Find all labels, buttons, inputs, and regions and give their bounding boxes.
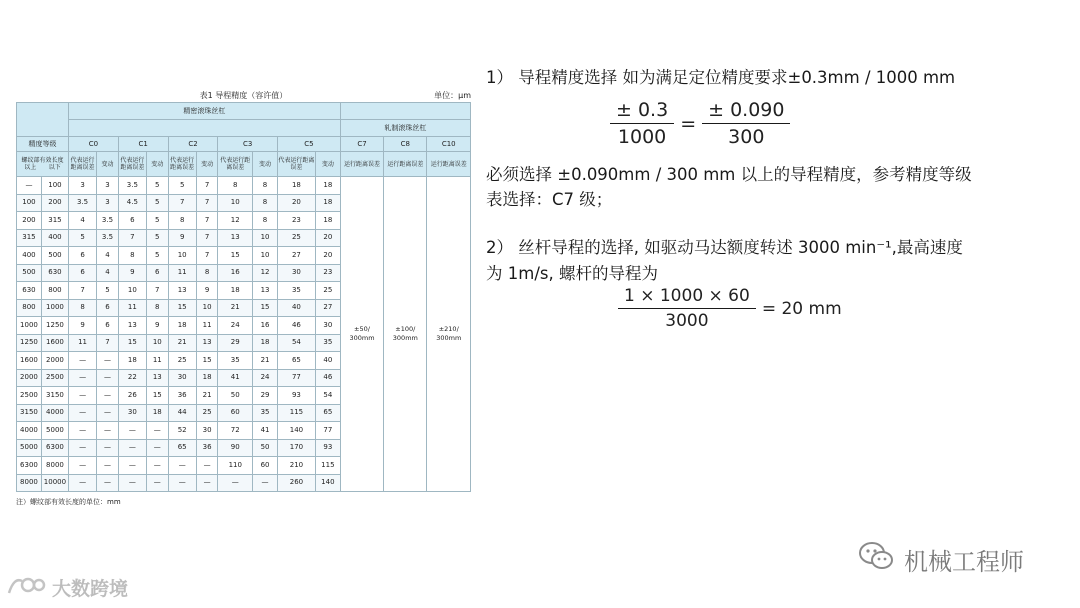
tolerance-cell: 10 [253, 229, 278, 247]
length-below-cell: 2000 [41, 352, 68, 370]
tolerance-cell: 30 [196, 422, 218, 440]
header-travel-error: 运行距离误差 [427, 152, 471, 177]
tolerance-cell: 24 [218, 317, 253, 335]
header-variation: 变动 [146, 152, 168, 177]
tolerance-cell: 10 [218, 194, 253, 212]
length-above-cell: 500 [17, 264, 42, 282]
tolerance-cell: 21 [253, 352, 278, 370]
grade-c10-tolerance: ±210/ 300mm [427, 177, 471, 492]
tolerance-cell: 6 [118, 212, 146, 230]
length-below-cell: 100 [41, 177, 68, 195]
header-rolled-ballscrew: 轧制滚珠丝杠 [340, 120, 470, 137]
header-length-label: 螺纹部有效长度 [21, 157, 64, 164]
tolerance-cell: 26 [118, 387, 146, 405]
tolerance-cell: 35 [315, 334, 340, 352]
length-below-cell: 630 [41, 264, 68, 282]
tolerance-cell: 8 [253, 212, 278, 230]
tolerance-cell: 29 [253, 387, 278, 405]
tolerance-cell: 72 [218, 422, 253, 440]
tolerance-cell: 4 [97, 247, 119, 265]
length-above-cell: 1000 [17, 317, 42, 335]
length-below-cell: 8000 [41, 457, 68, 475]
tolerance-cell: — [146, 422, 168, 440]
tolerance-cell: — [146, 457, 168, 475]
equation-1 [610, 99, 790, 148]
length-below-cell: 1250 [41, 317, 68, 335]
tolerance-cell: 30 [168, 369, 196, 387]
tolerance-cell: — [68, 369, 96, 387]
header-variation: 变动 [253, 152, 278, 177]
tolerance-cell: — [168, 457, 196, 475]
tolerance-cell: — [68, 422, 96, 440]
header-grade-label: 精度等级 [17, 137, 69, 152]
tolerance-cell: 25 [277, 229, 315, 247]
tolerance-cell: 10 [146, 334, 168, 352]
tolerance-cell: 24 [253, 369, 278, 387]
tolerance-cell: 15 [196, 352, 218, 370]
tolerance-cell: 65 [277, 352, 315, 370]
brand-logo-icon [6, 573, 46, 602]
length-above-cell: 800 [17, 299, 42, 317]
tolerance-cell: 4 [68, 212, 96, 230]
tolerance-cell: — [118, 457, 146, 475]
tolerance-cell: 15 [118, 334, 146, 352]
paragraph-1-line-2: 表选择：C7 级； [486, 190, 613, 209]
tolerance-cell: 21 [168, 334, 196, 352]
header-rep-error: 代表运行距离误差 [277, 152, 315, 177]
header-rep-error: 代表运行距离误差 [68, 152, 96, 177]
tolerance-cell: 170 [277, 439, 315, 457]
tolerance-cell: 260 [277, 474, 315, 492]
tolerance-cell: — [68, 457, 96, 475]
tolerance-cell: 20 [315, 229, 340, 247]
header-precision-ballscrew: 精密滚珠丝杠 [68, 103, 340, 120]
tolerance-cell: 18 [196, 369, 218, 387]
tolerance-cell: 7 [196, 177, 218, 195]
item2-line-2: 为 1m/s, 螺杆的导程为 [486, 264, 658, 283]
tolerance-cell: 8 [118, 247, 146, 265]
fraction-lead-numerator: 1 × 1000 × 60 [618, 286, 756, 309]
fraction-left [610, 99, 674, 148]
tolerance-cell: 18 [315, 212, 340, 230]
tolerance-cell: 11 [168, 264, 196, 282]
tolerance-cell: 115 [277, 404, 315, 422]
tolerance-cell: 110 [218, 457, 253, 475]
header-grade-c10: C10 [427, 137, 471, 152]
length-below-cell: 5000 [41, 422, 68, 440]
watermark-left [6, 574, 128, 600]
length-below-cell: 2500 [41, 369, 68, 387]
length-above-cell: 315 [17, 229, 42, 247]
tolerance-cell: 5 [168, 177, 196, 195]
length-below-cell: 1000 [41, 299, 68, 317]
equals-sign: = [680, 112, 697, 135]
tolerance-cell: 11 [118, 299, 146, 317]
tolerance-cell: 30 [277, 264, 315, 282]
tolerance-cell: 3 [97, 177, 119, 195]
tolerance-cell: 18 [315, 194, 340, 212]
tolerance-cell: — [253, 474, 278, 492]
tolerance-cell: 46 [277, 317, 315, 335]
tolerance-cell: 3.5 [97, 212, 119, 230]
header-travel-error: 运行距离误差 [340, 152, 383, 177]
tolerance-cell: 9 [196, 282, 218, 300]
tolerance-cell: 5 [146, 177, 168, 195]
fraction-lead-denominator: 3000 [665, 311, 709, 331]
tolerance-cell: 9 [146, 317, 168, 335]
header-variation: 变动 [97, 152, 119, 177]
length-above-cell: 8000 [17, 474, 42, 492]
fraction-right-numerator: ± 0.090 [702, 99, 790, 124]
tolerance-cell: 9 [168, 229, 196, 247]
header-rep-error: 代表运行距离误差 [168, 152, 196, 177]
length-above-cell: 1250 [17, 334, 42, 352]
item2-line-1: 2） 丝杆导程的选择, 如驱动马达额度转述 3000 min⁻¹,最高速度 [486, 238, 963, 257]
header-corner [17, 103, 69, 137]
tolerance-cell: 60 [253, 457, 278, 475]
table-unit: 单位：μm [434, 91, 471, 100]
tolerance-cell: 40 [277, 299, 315, 317]
tolerance-cell: 13 [146, 369, 168, 387]
tolerance-cell: 210 [277, 457, 315, 475]
tolerance-cell: 25 [196, 404, 218, 422]
tolerance-cell: 4.5 [118, 194, 146, 212]
tolerance-cell: 18 [118, 352, 146, 370]
tolerance-cell: — [68, 404, 96, 422]
tolerance-cell: — [97, 387, 119, 405]
tolerance-cell: — [97, 422, 119, 440]
tolerance-cell: 15 [253, 299, 278, 317]
header-variation: 变动 [315, 152, 340, 177]
tolerance-cell: 16 [218, 264, 253, 282]
tolerance-cell: 18 [277, 177, 315, 195]
tolerance-cell: 18 [218, 282, 253, 300]
tolerance-cell: 9 [68, 317, 96, 335]
tolerance-cell: 11 [68, 334, 96, 352]
length-above-cell: 2500 [17, 387, 42, 405]
tolerance-cell: 3.5 [97, 229, 119, 247]
watermark-right-text: 机械工程师 [904, 547, 1024, 576]
watermark-left-text: 大数跨境 [52, 577, 129, 600]
tolerance-cell: 7 [97, 334, 119, 352]
tolerance-cell: 18 [253, 334, 278, 352]
tolerance-cell: 16 [253, 317, 278, 335]
tolerance-cell: 21 [218, 299, 253, 317]
tolerance-cell: 8 [218, 177, 253, 195]
tolerance-cell: 36 [168, 387, 196, 405]
lead-accuracy-table [16, 102, 471, 492]
length-below-cell: 6300 [41, 439, 68, 457]
fraction-right [702, 99, 790, 148]
length-above-cell: 1600 [17, 352, 42, 370]
length-above-cell: 3150 [17, 404, 42, 422]
tolerance-cell: 18 [315, 177, 340, 195]
tolerance-cell: 13 [168, 282, 196, 300]
tolerance-cell: 65 [315, 404, 340, 422]
tolerance-cell: 8 [196, 264, 218, 282]
tolerance-cell: 29 [218, 334, 253, 352]
length-below-cell: 10000 [41, 474, 68, 492]
tolerance-cell: 77 [315, 422, 340, 440]
tolerance-cell: 7 [146, 282, 168, 300]
tolerance-cell: 140 [277, 422, 315, 440]
tolerance-cell: 54 [277, 334, 315, 352]
fraction-left-denominator: 1000 [617, 126, 667, 148]
length-above-cell: 5000 [17, 439, 42, 457]
tolerance-cell: 13 [118, 317, 146, 335]
tolerance-cell: 13 [253, 282, 278, 300]
fraction-lead [618, 286, 756, 331]
tolerance-cell: 93 [315, 439, 340, 457]
tolerance-cell: 7 [196, 212, 218, 230]
tolerance-cell: 35 [218, 352, 253, 370]
tolerance-cell: 15 [218, 247, 253, 265]
tolerance-cell: 7 [168, 194, 196, 212]
header-grade-c1: C1 [118, 137, 168, 152]
tolerance-cell: 140 [315, 474, 340, 492]
item1-lead-accuracy: 1） 导程精度选择 如为满足定位精度要求±0.3mm / 1000 mm [486, 68, 956, 87]
tolerance-cell: 44 [168, 404, 196, 422]
header-below: 以下 [48, 164, 61, 171]
tolerance-cell: 8 [253, 194, 278, 212]
tolerance-cell: 35 [253, 404, 278, 422]
header-travel-error: 运行距离误差 [384, 152, 427, 177]
tolerance-cell: — [146, 439, 168, 457]
header-rep-error: 代表运行距离误差 [118, 152, 146, 177]
length-below-cell: 500 [41, 247, 68, 265]
length-below-cell: 3150 [41, 387, 68, 405]
tolerance-cell: 23 [315, 264, 340, 282]
length-above-cell: 630 [17, 282, 42, 300]
tolerance-cell: 6 [146, 264, 168, 282]
tolerance-cell: 13 [196, 334, 218, 352]
tolerance-cell: 21 [196, 387, 218, 405]
tolerance-cell: — [196, 457, 218, 475]
header-variation: 变动 [196, 152, 218, 177]
header-blank-2 [68, 120, 340, 137]
header-length-cell [17, 152, 69, 177]
length-below-cell: 4000 [41, 404, 68, 422]
tolerance-cell: — [218, 474, 253, 492]
tolerance-cell: 10 [196, 299, 218, 317]
tolerance-cell: 3.5 [68, 194, 96, 212]
table-row [17, 177, 471, 195]
tolerance-cell: 3 [97, 194, 119, 212]
paragraph-1-line-1: 必须选择 ±0.090mm / 300 mm 以上的导程精度，参考精度等级 [486, 165, 972, 184]
length-above-cell: 2000 [17, 369, 42, 387]
tolerance-cell: 27 [277, 247, 315, 265]
tolerance-cell: 3 [68, 177, 96, 195]
tolerance-cell: 15 [146, 387, 168, 405]
tolerance-cell: 25 [315, 282, 340, 300]
tolerance-cell: 22 [118, 369, 146, 387]
length-below-cell: 200 [41, 194, 68, 212]
tolerance-cell: 8 [168, 212, 196, 230]
equation-2 [618, 286, 848, 331]
header-grade-c7: C7 [340, 137, 383, 152]
tolerance-cell: 6 [68, 264, 96, 282]
tolerance-cell: — [68, 352, 96, 370]
tolerance-cell: 36 [196, 439, 218, 457]
tolerance-cell: — [118, 422, 146, 440]
tolerance-cell: 13 [218, 229, 253, 247]
tolerance-cell: 8 [68, 299, 96, 317]
tolerance-cell: 93 [277, 387, 315, 405]
tolerance-cell: 115 [315, 457, 340, 475]
header-blank [340, 103, 470, 120]
tolerance-cell: 8 [146, 299, 168, 317]
header-grade-c8: C8 [384, 137, 427, 152]
tolerance-cell: 18 [168, 317, 196, 335]
precision-table-block [16, 88, 471, 507]
length-below-cell: 400 [41, 229, 68, 247]
tolerance-cell: 41 [218, 369, 253, 387]
tolerance-cell: — [97, 352, 119, 370]
tolerance-cell: 12 [253, 264, 278, 282]
tolerance-cell: 7 [196, 247, 218, 265]
tolerance-cell: 50 [218, 387, 253, 405]
grade-c8-tolerance: ±100/ 300mm [384, 177, 427, 492]
tolerance-cell: 5 [97, 282, 119, 300]
fraction-left-numerator: ± 0.3 [610, 99, 674, 124]
tolerance-cell: 20 [315, 247, 340, 265]
tolerance-cell: 5 [68, 229, 96, 247]
tolerance-cell: — [68, 439, 96, 457]
tolerance-cell: — [97, 369, 119, 387]
length-above-cell: 200 [17, 212, 42, 230]
tolerance-cell: 10 [168, 247, 196, 265]
table-title: 表1 导程精度（容许值） [199, 91, 288, 100]
tolerance-cell: 11 [146, 352, 168, 370]
tolerance-cell: 18 [146, 404, 168, 422]
tolerance-cell: 9 [118, 264, 146, 282]
tolerance-cell: 90 [218, 439, 253, 457]
tolerance-cell: — [196, 474, 218, 492]
length-above-cell: 6300 [17, 457, 42, 475]
header-above: 以上 [24, 164, 37, 171]
tolerance-cell: 6 [97, 317, 119, 335]
header-grade-c5: C5 [277, 137, 340, 152]
tolerance-cell: — [118, 439, 146, 457]
tolerance-cell: 30 [315, 317, 340, 335]
tolerance-cell: 46 [315, 369, 340, 387]
tolerance-cell: 27 [315, 299, 340, 317]
tolerance-cell: — [118, 474, 146, 492]
tolerance-cell: — [68, 387, 96, 405]
header-grade-c3: C3 [218, 137, 278, 152]
tolerance-cell: 7 [118, 229, 146, 247]
tolerance-cell: — [97, 474, 119, 492]
tolerance-cell: 7 [196, 229, 218, 247]
tolerance-cell: 12 [218, 212, 253, 230]
length-below-cell: 800 [41, 282, 68, 300]
tolerance-cell: 15 [168, 299, 196, 317]
tolerance-cell: — [97, 457, 119, 475]
tolerance-cell: 5 [146, 194, 168, 212]
length-above-cell: — [17, 177, 42, 195]
length-above-cell: 100 [17, 194, 42, 212]
grade-c7-tolerance: ±50/ 300mm [340, 177, 383, 492]
tolerance-cell: 4 [97, 264, 119, 282]
tolerance-cell: — [97, 404, 119, 422]
tolerance-cell: — [146, 474, 168, 492]
tolerance-cell: 6 [68, 247, 96, 265]
tolerance-cell: 41 [253, 422, 278, 440]
tolerance-cell: 7 [196, 194, 218, 212]
tolerance-cell: 40 [315, 352, 340, 370]
tolerance-cell: — [168, 474, 196, 492]
fraction-right-denominator: 300 [728, 126, 765, 148]
tolerance-cell: 5 [146, 212, 168, 230]
tolerance-cell: 8 [253, 177, 278, 195]
tolerance-cell: 35 [277, 282, 315, 300]
tolerance-cell: 5 [146, 247, 168, 265]
tolerance-cell: 54 [315, 387, 340, 405]
tolerance-cell: 50 [253, 439, 278, 457]
length-above-cell: 4000 [17, 422, 42, 440]
tolerance-cell: 7 [68, 282, 96, 300]
length-below-cell: 315 [41, 212, 68, 230]
tolerance-cell: 77 [277, 369, 315, 387]
tolerance-cell: 11 [196, 317, 218, 335]
watermark-right [858, 542, 1024, 576]
tolerance-cell: 52 [168, 422, 196, 440]
tolerance-cell: 20 [277, 194, 315, 212]
tolerance-cell: 60 [218, 404, 253, 422]
header-rep-error: 代表运行距离误差 [218, 152, 253, 177]
tolerance-cell: 65 [168, 439, 196, 457]
tolerance-cell: — [68, 474, 96, 492]
tolerance-cell: 23 [277, 212, 315, 230]
table-caption [16, 88, 471, 102]
wechat-icon [858, 541, 894, 577]
length-below-cell: 1600 [41, 334, 68, 352]
tolerance-cell: 5 [146, 229, 168, 247]
tolerance-cell: 6 [97, 299, 119, 317]
tolerance-cell: 30 [118, 404, 146, 422]
length-above-cell: 400 [17, 247, 42, 265]
header-grade-c0: C0 [68, 137, 118, 152]
tolerance-cell: 3.5 [118, 177, 146, 195]
tolerance-cell: — [97, 439, 119, 457]
tolerance-cell: 10 [118, 282, 146, 300]
tolerance-cell: 10 [253, 247, 278, 265]
lead-result: = 20 mm [761, 298, 842, 319]
header-grade-c2: C2 [168, 137, 218, 152]
tolerance-cell: 25 [168, 352, 196, 370]
table-footnote: 注）螺纹部有效长度的单位：mm [16, 498, 121, 506]
